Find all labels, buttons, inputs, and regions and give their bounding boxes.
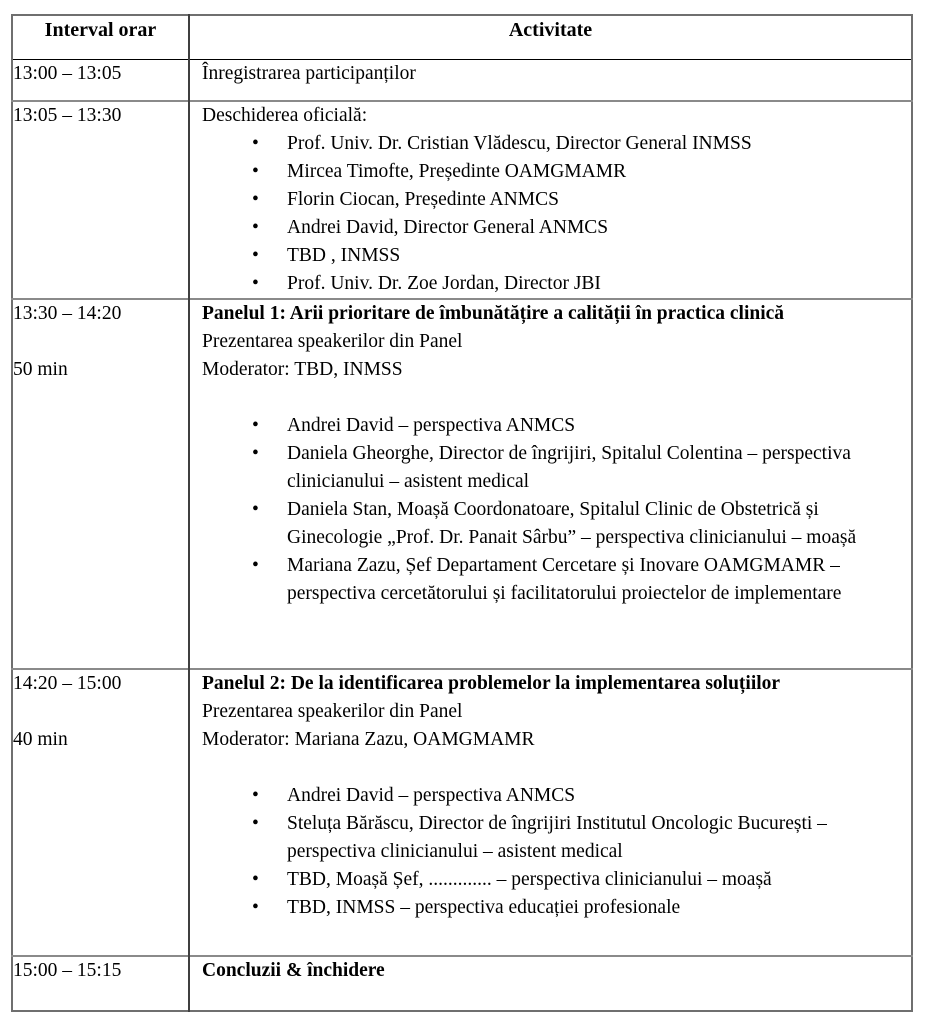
speaker-list xyxy=(190,782,911,922)
time-cell xyxy=(12,59,189,101)
list-item: • Andrei David – perspectiva ANMCS xyxy=(190,412,911,440)
activity-cell xyxy=(189,299,912,669)
time-range: 15:00 – 15:15 xyxy=(13,960,122,981)
activity-text: Înregistrarea participanților xyxy=(202,62,416,84)
time-range: 13:00 – 13:05 xyxy=(13,62,122,84)
activity-text: Prezentarea speakerilor din Panel xyxy=(202,331,463,352)
table-row xyxy=(12,956,912,1011)
duration-label: 50 min xyxy=(13,359,68,380)
activity-cell xyxy=(189,956,912,1011)
activity-cell xyxy=(189,59,912,101)
schedule-table xyxy=(11,14,913,1012)
list-item: • Mircea Timofte, Președinte OAMGMAMR xyxy=(190,158,911,186)
time-cell xyxy=(12,101,189,299)
moderator-text: Moderator: TBD, INMSS xyxy=(202,359,403,380)
speaker-list xyxy=(190,412,911,608)
activity-text: Prezentarea speakerilor din Panel xyxy=(202,701,463,722)
duration-label: 40 min xyxy=(13,729,68,750)
time-range: 14:20 – 15:00 xyxy=(13,673,122,694)
header-activitate: Activitate xyxy=(508,19,593,41)
activity-text: Deschiderea oficială: xyxy=(202,105,368,126)
list-item: • Andrei David, Director General ANMCS xyxy=(190,214,911,242)
list-item: • Mariana Zazu, Șef Departament Cercetare și Inovare OAMGMAMR – perspectiva cercetătorului și facilitatorului proiectelor de implementare xyxy=(190,552,911,608)
time-cell xyxy=(12,956,189,1011)
list-item: • TBD, Moașă Șef, ............. – perspectiva clinicianului – moașă xyxy=(190,866,911,894)
speaker-list xyxy=(190,130,911,298)
list-item: • Daniela Gheorghe, Director de îngrijiri, Spitalul Colentina – perspectiva clinicianului – asistent medical xyxy=(190,440,911,496)
list-item: • Prof. Univ. Dr. Zoe Jordan, Director JBI xyxy=(190,270,911,298)
table-row xyxy=(12,669,912,956)
time-cell xyxy=(12,669,189,956)
list-item: • TBD , INMSS xyxy=(190,242,911,270)
activity-cell xyxy=(189,101,912,299)
time-range: 13:05 – 13:30 xyxy=(13,105,122,126)
panel-title: Panelul 2: De la identificarea problemelor la implementarea soluțiilor xyxy=(202,673,781,694)
table-header-row xyxy=(12,15,912,59)
list-item: • Florin Ciocan, Președinte ANMCS xyxy=(190,186,911,214)
time-cell xyxy=(12,299,189,669)
list-item: • Daniela Stan, Moașă Coordonatoare, Spitalul Clinic de Obstetrică și Ginecologie „Prof. Dr. Panait Sârbu” – perspectiva clinicianului – moașă xyxy=(190,496,911,552)
time-range: 13:30 – 14:20 xyxy=(13,303,122,324)
activity-cell xyxy=(189,669,912,956)
list-item: • Andrei David – perspectiva ANMCS xyxy=(190,782,911,810)
list-item: • Prof. Univ. Dr. Cristian Vlădescu, Director General INMSS xyxy=(190,130,911,158)
table-row xyxy=(12,59,912,101)
list-item: • TBD, INMSS – perspectiva educației profesionale xyxy=(190,894,911,922)
moderator-text: Moderator: Mariana Zazu, OAMGMAMR xyxy=(202,729,535,750)
panel-title: Panelul 1: Arii prioritare de îmbunătățire a calității în practica clinică xyxy=(202,303,785,324)
closing-title: Concluzii & închidere xyxy=(202,960,385,981)
header-interval-orar: Interval orar xyxy=(12,15,189,59)
list-item: • Steluța Bărăscu, Director de îngrijiri Institutul Oncologic București – perspectiva clinicianului – asistent medical xyxy=(190,810,911,866)
table-row xyxy=(12,101,912,299)
table-row xyxy=(12,299,912,669)
